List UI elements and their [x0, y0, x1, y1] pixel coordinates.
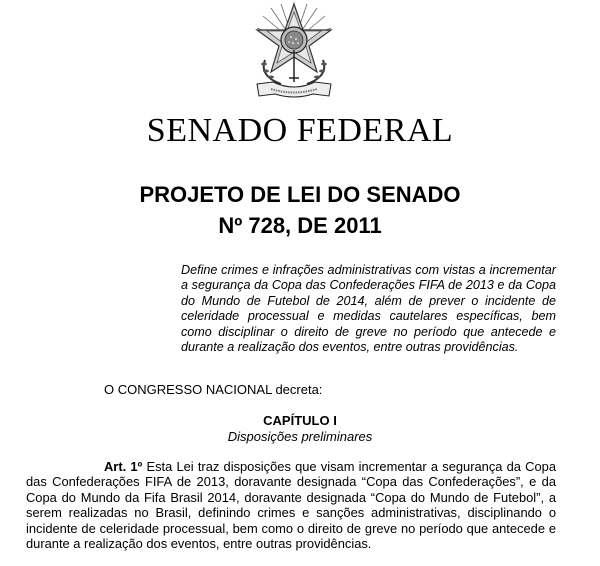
bill-summary: Define crimes e infrações administrativas com vistas a incrementar a segurança da Copa das Confederações FIFA de 2013 e da Copa do Mundo de Futebol de 2014, além de prever o incidente de celeridade processual e medidas cautelares específicas, bem como disciplinar o direito de greve no período que antecede e durante a realização dos eventos, entre outras providências. [181, 263, 556, 355]
chapter-subtitle: Disposições preliminares [227, 429, 373, 444]
article-label: Art. 1º [104, 459, 143, 474]
bill-title: PROJETO DE LEI DO SENADO [139, 182, 461, 207]
bill-number: Nº 728, DE 2011 [218, 213, 382, 238]
enacting-clause: O CONGRESSO NACIONAL decreta: [104, 382, 323, 397]
brazil-coat-of-arms-icon [251, 0, 337, 100]
institution-name: SENADO FEDERAL [146, 112, 454, 149]
article-1 [26, 459, 556, 551]
article-text: Esta Lei traz disposições que visam incrementar a segurança da Copa das Confederações FIFA de 2013, doravante designada “Copa das Confederações”, e da Copa do Mundo da Fifa Brasil 2014, doravante designada “Copa do Mundo de Futebol”, a serem realizadas no Brasil, definindo crimes e sanções administrativas, disciplinando o incidente de celeridade processual, bem como o direito de greve no período que antecede e durante a realização dos eventos, entre outras providências. [26, 459, 556, 552]
chapter-title: CAPÍTULO I [263, 413, 337, 428]
